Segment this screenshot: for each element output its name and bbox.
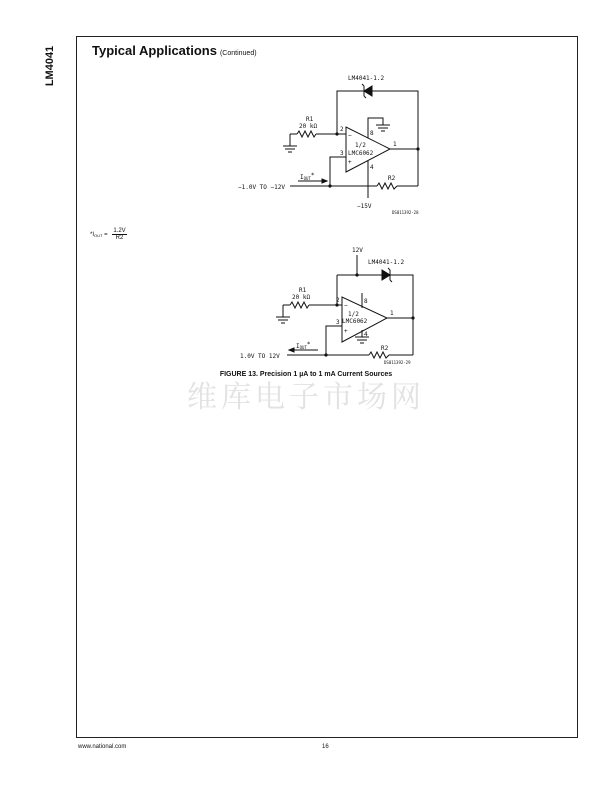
diode-label-2: LM4041-1.2 xyxy=(368,259,405,266)
r1-resistor-1 xyxy=(297,131,316,137)
drawing-id-2: DS011392-29 xyxy=(384,360,411,365)
plus-sign-1: + xyxy=(348,159,352,166)
r2-resistor-1 xyxy=(377,183,397,189)
opamp-half-1: 1/2 xyxy=(355,142,366,149)
pin-2-label-2: 2 xyxy=(336,297,340,304)
pin-8-label-2: 8 xyxy=(364,298,368,305)
opamp-half-2: 1/2 xyxy=(348,311,359,318)
pin-1-label-1: 1 xyxy=(393,141,397,148)
watermark-text: 维库电子市场网 xyxy=(187,380,425,415)
pin-4-label-1: 4 xyxy=(370,164,374,171)
r1-label-1: R1 xyxy=(306,116,314,123)
footer-website[interactable]: www.national.com xyxy=(78,744,127,750)
formula-denominator: R2 xyxy=(115,235,124,241)
pin-3-label-2: 3 xyxy=(336,319,340,326)
diode-label-1: LM4041-1.2 xyxy=(348,75,385,82)
drawing-id-1: DS011392-28 xyxy=(392,210,419,215)
iout-formula xyxy=(90,228,127,241)
pin-4-label-2: 4 xyxy=(364,331,368,338)
input-range-label: −1.0V TO −12V xyxy=(238,184,285,191)
pin-8-label-1: 8 xyxy=(370,130,374,137)
r2-label-1: R2 xyxy=(388,175,396,182)
pin-3-label-1: 3 xyxy=(340,150,344,157)
supply-label-2: 12V xyxy=(352,247,363,254)
figure-caption: FIGURE 13. Precision 1 µA to 1 mA Current Sources xyxy=(219,371,393,378)
section-heading: Typical Applications (Continued) xyxy=(92,43,257,58)
output-range-label: 1.0V TO 12V xyxy=(240,353,280,360)
supply-label-1: −15V xyxy=(357,203,372,210)
continued-label: (Continued) xyxy=(219,50,257,57)
pin-1-label-2: 1 xyxy=(390,310,394,317)
diode-1 xyxy=(364,86,372,96)
pin-2-label-1: 2 xyxy=(340,126,344,133)
formula-fraction xyxy=(112,228,126,241)
plus-sign-2: + xyxy=(344,328,348,335)
diode-2 xyxy=(382,270,390,280)
r1-resistor-2 xyxy=(290,302,309,308)
r2-label-2: R2 xyxy=(381,345,389,352)
minus-sign-1: − xyxy=(348,132,352,139)
r1-value-1: 20 kΩ xyxy=(299,123,318,130)
iout-label-1: IOUT* xyxy=(300,172,315,181)
minus-sign-2: − xyxy=(344,302,348,309)
r1-label-2: R1 xyxy=(299,287,307,294)
r2-resistor-2 xyxy=(369,352,389,358)
formula-numerator: 1.2V xyxy=(113,228,126,234)
r1-value-2: 20 kΩ xyxy=(292,294,311,301)
opamp-part-2: LMC6062 xyxy=(342,318,368,325)
formula-prefix: *I xyxy=(90,231,95,238)
side-part-label: LM4041 xyxy=(44,45,57,87)
opamp-part-1: LMC6062 xyxy=(348,150,374,157)
page-number: 16 xyxy=(322,744,329,750)
formula-equals: = xyxy=(102,231,110,238)
formula-sub: OUT xyxy=(94,233,103,238)
iout-label-2: IOUT* xyxy=(296,341,311,350)
